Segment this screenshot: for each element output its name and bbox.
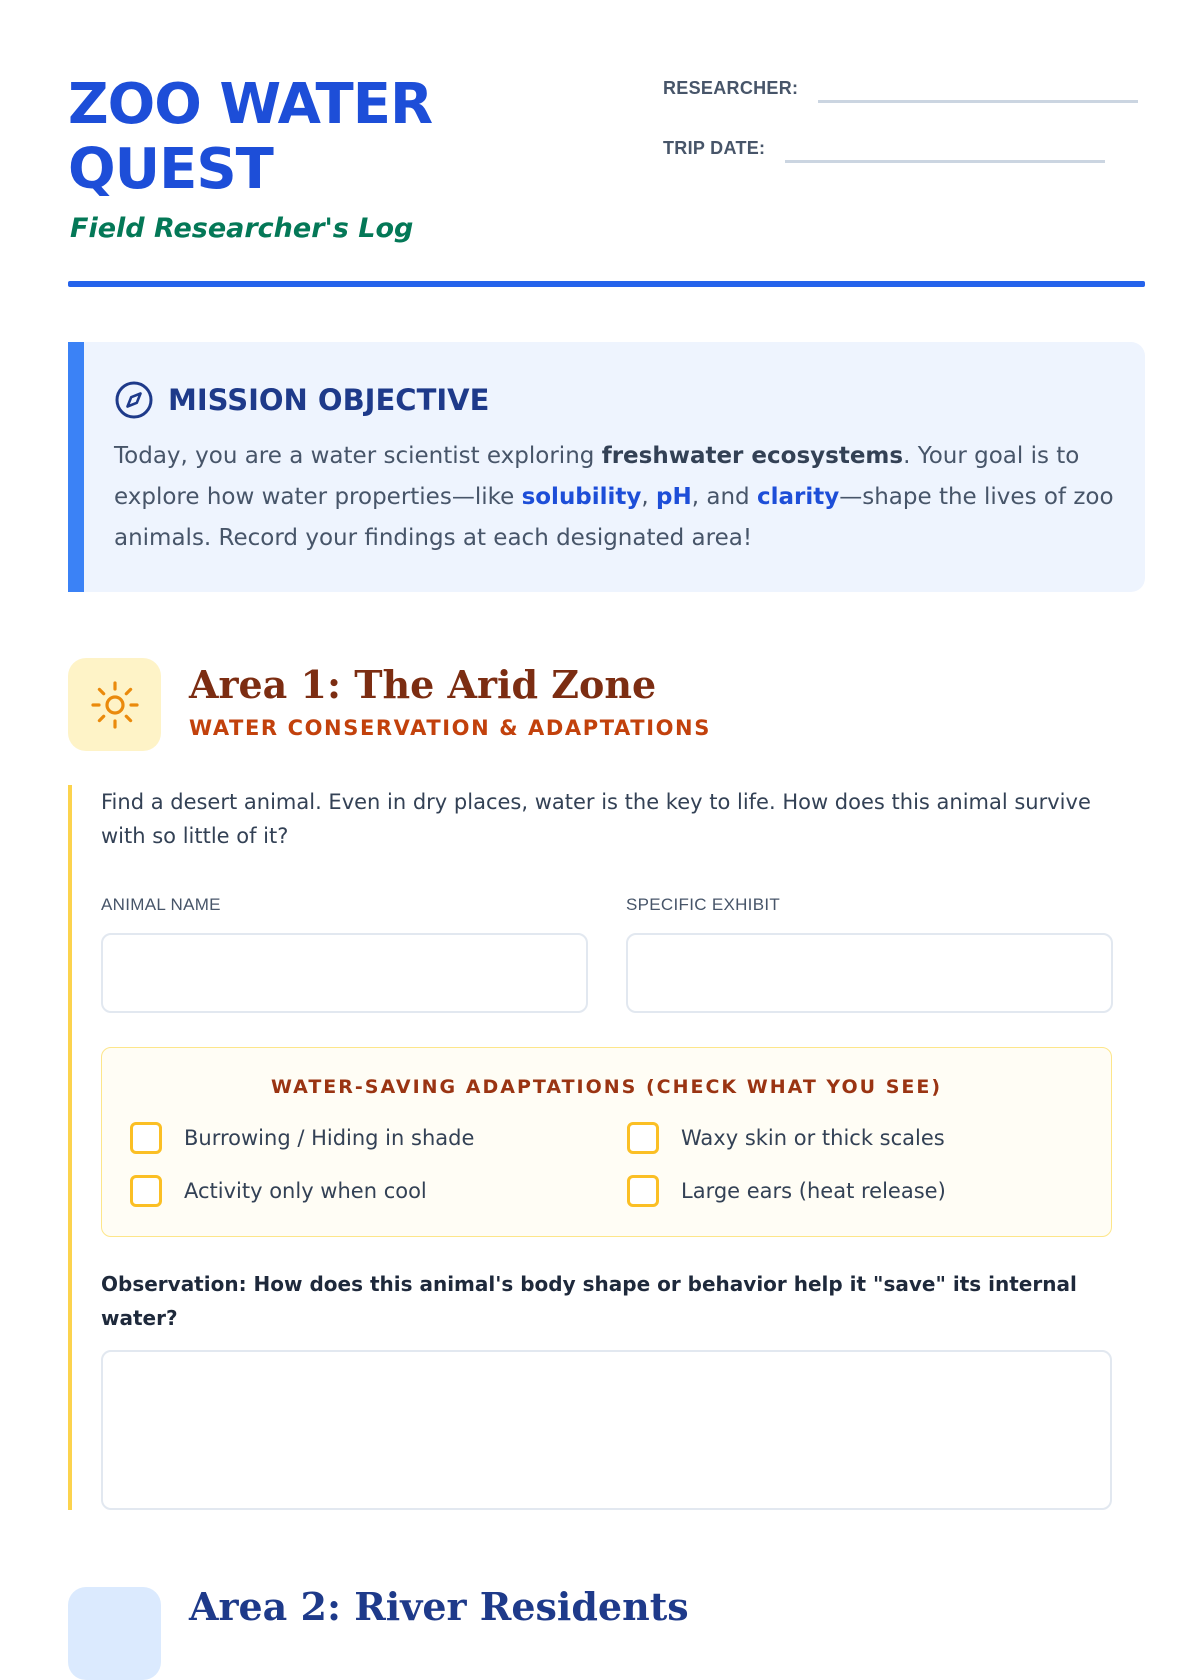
sun-icon xyxy=(89,679,141,731)
area-1-subtitle: WATER CONSERVATION & ADAPTATIONS xyxy=(189,716,711,740)
area-2-title: Area 2: River Residents xyxy=(189,1584,689,1629)
checklist-item-burrowing[interactable] xyxy=(130,1122,474,1154)
compass-icon xyxy=(114,380,154,420)
exhibit-input[interactable] xyxy=(626,933,1113,1013)
solubility-term: solubility xyxy=(521,484,642,510)
mission-text-part: . Your goal is to explore how water properties—like xyxy=(114,443,1080,510)
header-divider xyxy=(68,281,1145,287)
checkbox[interactable] xyxy=(627,1122,659,1154)
researcher-row xyxy=(663,78,1138,99)
observation-question: Observation: How does this animal's body shape or behavior help it "save" its internal water? xyxy=(101,1272,1077,1330)
area-1-title: Area 1: The Arid Zone xyxy=(189,662,657,707)
animal-name-label: ANIMAL NAME xyxy=(101,895,221,914)
mission-accent-bar xyxy=(68,342,84,592)
animal-name-input[interactable] xyxy=(101,933,588,1013)
page-title: ZOO WATER QUEST xyxy=(68,72,433,202)
clarity-term: clarity xyxy=(756,484,840,510)
checklist-item-label: Waxy skin or thick scales xyxy=(681,1126,945,1150)
checklist-item-label: Burrowing / Hiding in shade xyxy=(184,1126,475,1150)
mission-objective-card xyxy=(68,342,1145,592)
checklist-item-waxy-skin[interactable] xyxy=(627,1122,945,1154)
checklist-item-label: Large ears (heat release) xyxy=(681,1179,946,1203)
adaptations-checklist xyxy=(101,1047,1112,1237)
exhibit-label: SPECIFIC EXHIBIT xyxy=(626,895,781,914)
area-1-heading xyxy=(68,658,1145,754)
researcher-label: RESEARCHER: xyxy=(663,78,799,98)
ph-term: pH xyxy=(656,484,692,510)
checkbox[interactable] xyxy=(627,1175,659,1207)
mission-text-part: , xyxy=(641,484,657,510)
mission-heading xyxy=(114,380,489,420)
trip-date-field[interactable] xyxy=(785,160,1105,163)
area-1-icon-tile xyxy=(68,658,161,751)
area-1-intro: Find a desert animal. Even in dry places, water is the key to life. How does this animal survive with so little of it? xyxy=(101,790,1091,848)
mission-text-part: Today, you are a water scientist exploring xyxy=(114,443,602,469)
researcher-field[interactable] xyxy=(818,100,1138,103)
mission-description xyxy=(114,436,1114,559)
checklist-item-label: Activity only when cool xyxy=(184,1179,427,1203)
page-subtitle: Field Researcher's Log xyxy=(70,213,414,244)
checkbox[interactable] xyxy=(130,1122,162,1154)
trip-date-row xyxy=(663,138,1105,159)
trip-date-label: TRIP DATE: xyxy=(663,138,766,158)
freshwater-ecosystems-term: freshwater ecosystems xyxy=(601,443,904,469)
page-header xyxy=(68,70,1145,290)
checklist-item-large-ears[interactable] xyxy=(627,1175,946,1207)
mission-title: MISSION OBJECTIVE xyxy=(168,383,490,417)
checklist-item-activity-cool[interactable] xyxy=(130,1175,427,1207)
observation-answer-box[interactable] xyxy=(101,1350,1112,1510)
adaptations-title: WATER-SAVING ADAPTATIONS (CHECK WHAT YOU SEE) xyxy=(270,1076,943,1098)
area-1-body xyxy=(68,785,1145,1510)
checkbox[interactable] xyxy=(130,1175,162,1207)
mission-text-part: , and xyxy=(691,484,757,510)
mission-text-part: —shape the lives of zoo animals. Record your findings at each designated area! xyxy=(114,484,1114,551)
area-2-icon-tile xyxy=(68,1587,161,1680)
